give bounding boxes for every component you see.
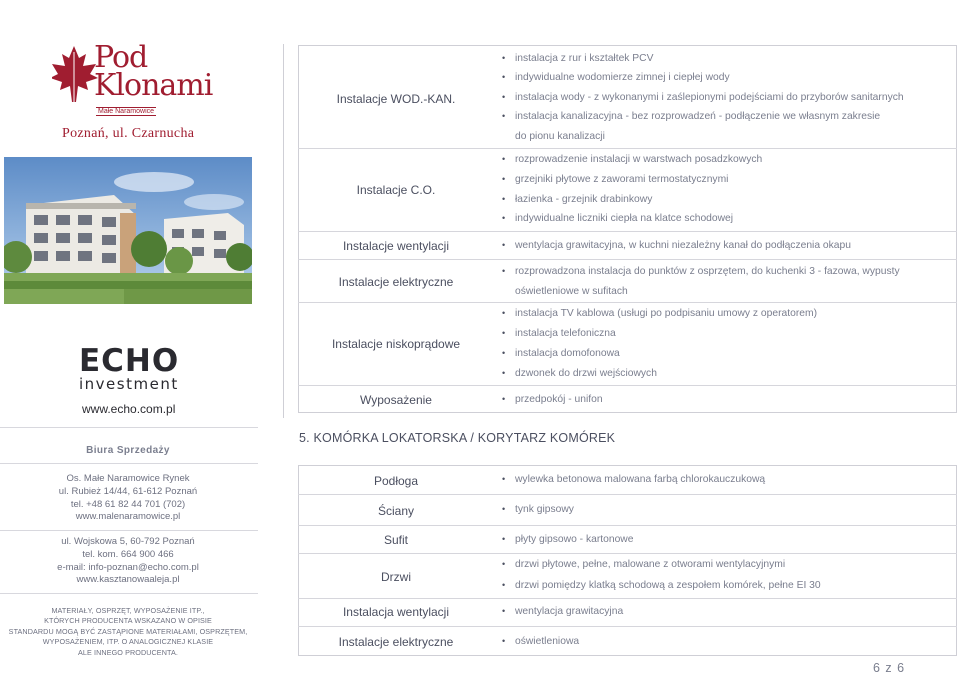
office1-line: ul. Rubież 14/44, 61-612 Poznań xyxy=(58,485,198,497)
office1-line: Os. Małe Naramowice Rynek xyxy=(66,473,190,484)
bullet-icon: • xyxy=(502,213,506,223)
office1-line: tel. +48 61 82 44 701 (702) xyxy=(70,498,186,510)
sales-offices-title: Biura Sprzedaży xyxy=(86,445,170,456)
list-item-text: tynk gipsowy xyxy=(515,504,574,515)
bullet-icon: • xyxy=(502,394,506,404)
row-divider xyxy=(298,231,957,232)
row-divider xyxy=(298,553,957,554)
row-divider xyxy=(298,598,957,599)
bullet-icon: • xyxy=(502,53,506,63)
list-item-text: przedpokój - unifon xyxy=(515,394,603,405)
left-divider xyxy=(0,463,258,464)
logo-subtitle: Małe Naramowice xyxy=(98,108,155,115)
list-item-text: drzwi płytowe, pełne, malowane z otworami wentylacyjnymi xyxy=(515,559,786,570)
office1-line[interactable]: www.malenaramowice.pl xyxy=(75,511,181,523)
list-item-text: instalacja z rur i kształtek PCV xyxy=(515,53,654,64)
list-item-text: instalacja domofonowa xyxy=(515,348,620,359)
bullet-icon: • xyxy=(502,194,506,204)
list-item-text: grzejniki płytowe z zaworami termostatycznymi xyxy=(515,174,729,185)
office2-line: tel. kom. 664 900 466 xyxy=(82,548,174,560)
row-divider xyxy=(298,494,957,495)
list-item-text: do pionu kanalizacji xyxy=(515,131,605,142)
bullet-icon: • xyxy=(502,580,506,590)
logo-line-2: Klonami xyxy=(94,68,213,103)
category-label: Instalacje niskoprądowe xyxy=(331,337,461,351)
list-item-text: indywidualne wodomierze zimnej i ciepłej wody xyxy=(515,72,730,83)
left-divider xyxy=(0,427,258,428)
left-divider xyxy=(0,530,258,531)
bullet-icon: • xyxy=(502,111,506,121)
bullet-icon: • xyxy=(502,606,506,616)
list-item-text: instalacja telefoniczna xyxy=(515,328,616,339)
bullet-icon: • xyxy=(502,154,506,164)
category-label: Ściany xyxy=(377,504,415,518)
list-item-text: wentylacja grawitacyjna xyxy=(515,606,624,617)
office2-line: ul. Wojskowa 5, 60-792 Poznań xyxy=(61,536,195,547)
project-logo xyxy=(94,40,213,118)
bullet-icon: • xyxy=(502,348,506,358)
bullet-icon: • xyxy=(502,474,506,484)
disclaimer-line: KTÓRYCH PRODUCENTA WSKAZANO W OPISIE xyxy=(44,616,212,626)
disclaimer-line: ALE INNEGO PRODUCENTA. xyxy=(78,647,178,657)
developer-logo xyxy=(79,343,181,393)
office2-line[interactable]: e-mail: info-poznan@echo.com.pl xyxy=(57,561,199,573)
disclaimer-line: MATERIAŁY, OSPRZĘT, WYPOSAŻENIE ITP., xyxy=(51,606,205,615)
sales-office-1 xyxy=(0,473,256,524)
row-divider xyxy=(298,525,957,526)
bullet-icon: • xyxy=(502,308,506,318)
developer-url[interactable]: www.echo.com.pl xyxy=(82,402,176,416)
section-title: 5. KOMÓRKA LOKATORSKA / KORYTARZ KOMÓREK xyxy=(299,431,616,445)
list-item-text: płyty gipsowo - kartonowe xyxy=(515,534,634,545)
disclaimer xyxy=(0,606,256,658)
category-label: Drzwi xyxy=(381,570,411,584)
category-label: Instalacje elektryczne xyxy=(338,275,454,289)
project-location: Poznań, ul. Czarnucha xyxy=(62,126,195,141)
row-divider xyxy=(298,148,957,149)
list-item-text: drzwi pomiędzy klatką schodową a zespołem komórek, pełne EI 30 xyxy=(515,580,821,591)
building-photo xyxy=(4,157,252,304)
row-divider xyxy=(298,385,957,386)
bullet-icon: • xyxy=(502,504,506,514)
office2-line[interactable]: www.kasztanowaaleja.pl xyxy=(76,574,180,586)
category-label: Instalacje elektryczne xyxy=(338,635,454,649)
list-item-text: łazienka - grzejnik drabinkowy xyxy=(515,194,653,205)
bullet-icon: • xyxy=(502,240,506,250)
list-item-text: wentylacja grawitacyjna, w kuchni niezależny kanał do podłączenia okapu xyxy=(515,240,851,251)
bullet-icon: • xyxy=(502,559,506,569)
bullet-icon: • xyxy=(502,328,506,338)
list-item-text: instalacja TV kablowa (usługi po podpisaniu umowy z operatorem) xyxy=(515,308,818,319)
category-label: Instalacje wentylacji xyxy=(342,239,450,253)
category-label: Instalacje C.O. xyxy=(356,183,436,197)
developer-name-sub: investment xyxy=(79,375,179,393)
left-divider xyxy=(0,593,258,594)
bullet-icon: • xyxy=(502,368,506,378)
list-item-text: indywidualne liczniki ciepła na klatce schodowej xyxy=(515,213,734,224)
bullet-icon: • xyxy=(502,266,506,276)
disclaimer-line: WYPOSAŻENIEM, ITP. O ANALOGICZNEJ KLASIE xyxy=(42,637,214,647)
vertical-divider xyxy=(283,44,284,418)
list-item-text: dzwonek do drzwi wejściowych xyxy=(515,368,657,379)
list-item-text: rozprowadzona instalacja do punktów z osprzętem, do kuchenki 3 - fazowa, wypusty xyxy=(515,266,900,277)
list-item-text: oświetleniowe w sufitach xyxy=(515,286,628,297)
list-item-text: instalacja wody - z wykonanymi i zaślepionymi podejściami do przyborów sanitarnych xyxy=(515,92,904,103)
page-number: 6 z 6 xyxy=(873,661,906,675)
list-item-text: rozprowadzenie instalacji w warstwach posadzkowych xyxy=(515,154,763,165)
list-item-text: wylewka betonowa malowana farbą chlorokauczukową xyxy=(515,474,766,485)
bullet-icon: • xyxy=(502,174,506,184)
row-divider xyxy=(298,259,957,260)
category-label: Podłoga xyxy=(373,474,419,488)
bullet-icon: • xyxy=(502,72,506,82)
bullet-icon: • xyxy=(502,636,506,646)
bullet-icon: • xyxy=(502,92,506,102)
category-label: Wyposażenie xyxy=(360,393,432,407)
sales-office-2 xyxy=(0,536,256,587)
bullet-icon: • xyxy=(502,534,506,544)
developer-name: ECHO xyxy=(79,343,180,379)
category-label: Instalacje WOD.-KAN. xyxy=(336,92,456,106)
disclaimer-line: STANDARDU MOGĄ BYĆ ZASTĄPIONE MATERIAŁAMI, OSPRZĘTEM, xyxy=(8,626,248,636)
logo-line-1: Pod xyxy=(94,40,148,75)
list-item-text: oświetleniowa xyxy=(515,636,580,647)
row-divider xyxy=(298,626,957,627)
row-divider xyxy=(298,302,957,303)
category-label: Instalacja wentylacji xyxy=(342,605,450,619)
list-item-text: instalacja kanalizacyjna - bez rozprowadzeń - podłączenie we własnym zakresie xyxy=(515,111,881,122)
category-label: Sufit xyxy=(383,533,408,547)
